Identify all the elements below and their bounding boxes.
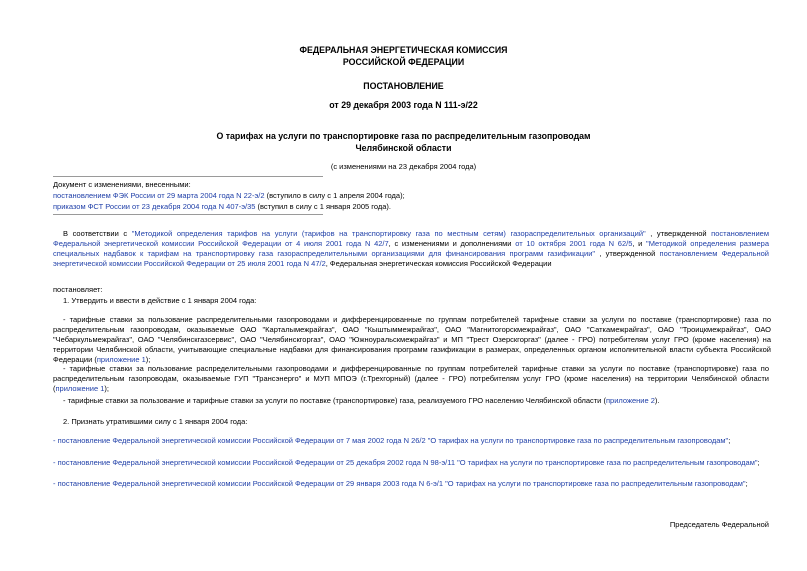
appendix-1-link-a[interactable]: приложение 1	[96, 354, 146, 364]
methodology-link-2[interactable]: "Методикой определения размера специальных надбавок к тарифам на транспортировку газа газораспределительными организациями для финансирования программ газификации"	[53, 238, 769, 258]
resolution-link-42-7[interactable]: постановлением Федеральной энергетической комиссии Российской Федерации от 4 июля 2001 года N 42/7	[53, 229, 770, 248]
preamble	[53, 229, 769, 269]
repealed-link-3[interactable]: - постановление Федеральной энергетической комиссии Российской Федерации от 29 января 2003 года N 6-э/1 "О тарифах на услуги по транспортировке газа по распределительным газопроводам"	[53, 479, 746, 488]
repealed-3	[53, 479, 769, 489]
amendment-note: (с изменениями на 23 декабря 2004 года)	[330, 162, 477, 171]
repealed-link-1[interactable]: - постановление Федеральной энергетической комиссии Российской Федерации от 7 мая 2002 года N 26/2 "О тарифах на услуги по транспортировке газа по распределительным газопроводам"	[53, 436, 729, 445]
preamble-text-4: , и	[632, 238, 647, 248]
document-date: от 29 декабря 2003 года N 111-э/22	[329, 100, 478, 110]
repealed-tail-2: ;	[757, 458, 760, 467]
clause-1b-tail: );	[104, 383, 110, 393]
preamble-text-5: , утвержденной	[595, 248, 660, 258]
document-type: ПОСТАНОВЛЕНИЕ	[363, 81, 444, 91]
resolution-link-47-2[interactable]: постановлением Федеральной энергетической комиссии Российской Федерации от 25 июля 2001 года N 47/2	[53, 248, 769, 268]
document-title-line2: Челябинской области	[355, 143, 452, 153]
amendment-tail-2: (вступил в силу с 1 января 2005 года).	[255, 201, 391, 211]
preamble-text-6: , Федеральная энергетическая комиссия Российской Федерации	[325, 258, 552, 268]
clause-1a-tail: );	[145, 354, 151, 364]
decides-label: постановляет:	[53, 285, 103, 294]
amendments-intro: Документ с изменениями, внесенными:	[53, 180, 191, 189]
clause-1a-text: - тарифные ставки за пользование распределительными газопроводами и дифференцированные по группам потребителей тарифные ставки за услуги по поставке (транспортировке) газа по распределительным газопроводам, оказываемые ОАО "Карталымежрайгаз", ОАО "Кыштыммежрайгаз", ОАО "Магнитогорскмежрайгаз", ОАО "Саткамежрайгаз", ОАО "Троицкмежрайгаз", ОАО "Чебаркульмежрайгаз", ОАО "Челябинскгазсервис", ОАО "Челябинскгоргаз", ОАО "Южноуральскмежрайгаз" и МП "Трест Озерскгоргаз" (далее - ГРО) потребителям услуг ГРО (кроме населения) на территории Челябинской области, учитывающие специальные надбавки для финансирования программ газификации в размерах, определенных органом исполнительной власти субъекта Российской Федерации (	[53, 315, 771, 364]
preamble-text-2: , утвержденной	[645, 229, 712, 238]
clause-1c-tail: ).	[654, 396, 660, 405]
preamble-text-1: В соответствии с	[63, 229, 132, 238]
amendment-link-1[interactable]: постановлением ФЭК России от 29 марта 2004 года N 22-э/2	[53, 190, 265, 200]
amendments-block	[53, 180, 769, 212]
repealed-1	[53, 436, 769, 446]
divider-top	[53, 176, 323, 177]
clause-1b	[53, 364, 769, 394]
document-title-line1: О тарифах на услуги по транспортировке газа по распределительным газопроводам	[216, 131, 591, 141]
amendment-tail-1: (вступило в силу с 1 апреля 2004 года);	[264, 190, 405, 200]
repealed-tail-1: ;	[728, 436, 731, 445]
divider-bottom	[53, 214, 323, 215]
signature-line: Председатель Федеральной	[669, 520, 769, 529]
clause-2: 2. Признать утратившими силу с 1 января 2004 года:	[63, 417, 248, 426]
org-name-line2: РОССИЙСКОЙ ФЕДЕРАЦИИ	[342, 57, 465, 67]
clause-1a	[53, 315, 771, 364]
methodology-link-1[interactable]: "Методикой определения тарифов на услуги (тарифов на транспортировку газа по местным сетям) газораспределительных организаций"	[131, 229, 646, 238]
clause-1c	[53, 396, 769, 406]
appendix-1-link-b[interactable]: приложение 1	[55, 383, 105, 393]
repealed-tail-3: ;	[745, 479, 748, 488]
repealed-2	[53, 458, 769, 468]
repealed-link-2[interactable]: - постановление Федеральной энергетической комиссии Российской Федерации от 25 декабря 2002 года N 98-э/11 "О тарифах на услуги по транспортировке газа по распределительным газопроводам"	[53, 458, 758, 467]
clause-1: 1. Утвердить и ввести в действие с 1 января 2004 года:	[63, 296, 257, 305]
org-name-line1: ФЕДЕРАЛЬНАЯ ЭНЕРГЕТИЧЕСКАЯ КОМИССИЯ	[299, 45, 508, 55]
amendment-link-62-5[interactable]: от 10 октября 2001 года N 62/5	[515, 238, 633, 248]
amendment-link-2[interactable]: приказом ФСТ России от 23 декабря 2004 года N 407-э/35	[53, 201, 256, 211]
clause-1c-text: - тарифные ставки за пользование и тарифные ставки за услуги по поставке (транспортировке) газа, реализуемого ГРО населению Челябинской области (	[63, 396, 606, 405]
appendix-2-link[interactable]: приложение 2	[605, 396, 655, 405]
clause-1b-text: - тарифные ставки за пользование распределительными газопроводами и дифференцированные по группам потребителей тарифные ставки за услуги по поставке (транспортировке) газа по распределительным газопроводам, оказываемые ГУП "Трансэнерго" и МУП МПОЭ (г.Трехгорный) (далее - ГРО) потребителям услуг ГРО (кроме населения) на территории Челябинской области (	[53, 364, 769, 393]
preamble-text-3: , с изменениями и дополнениями	[388, 238, 516, 248]
